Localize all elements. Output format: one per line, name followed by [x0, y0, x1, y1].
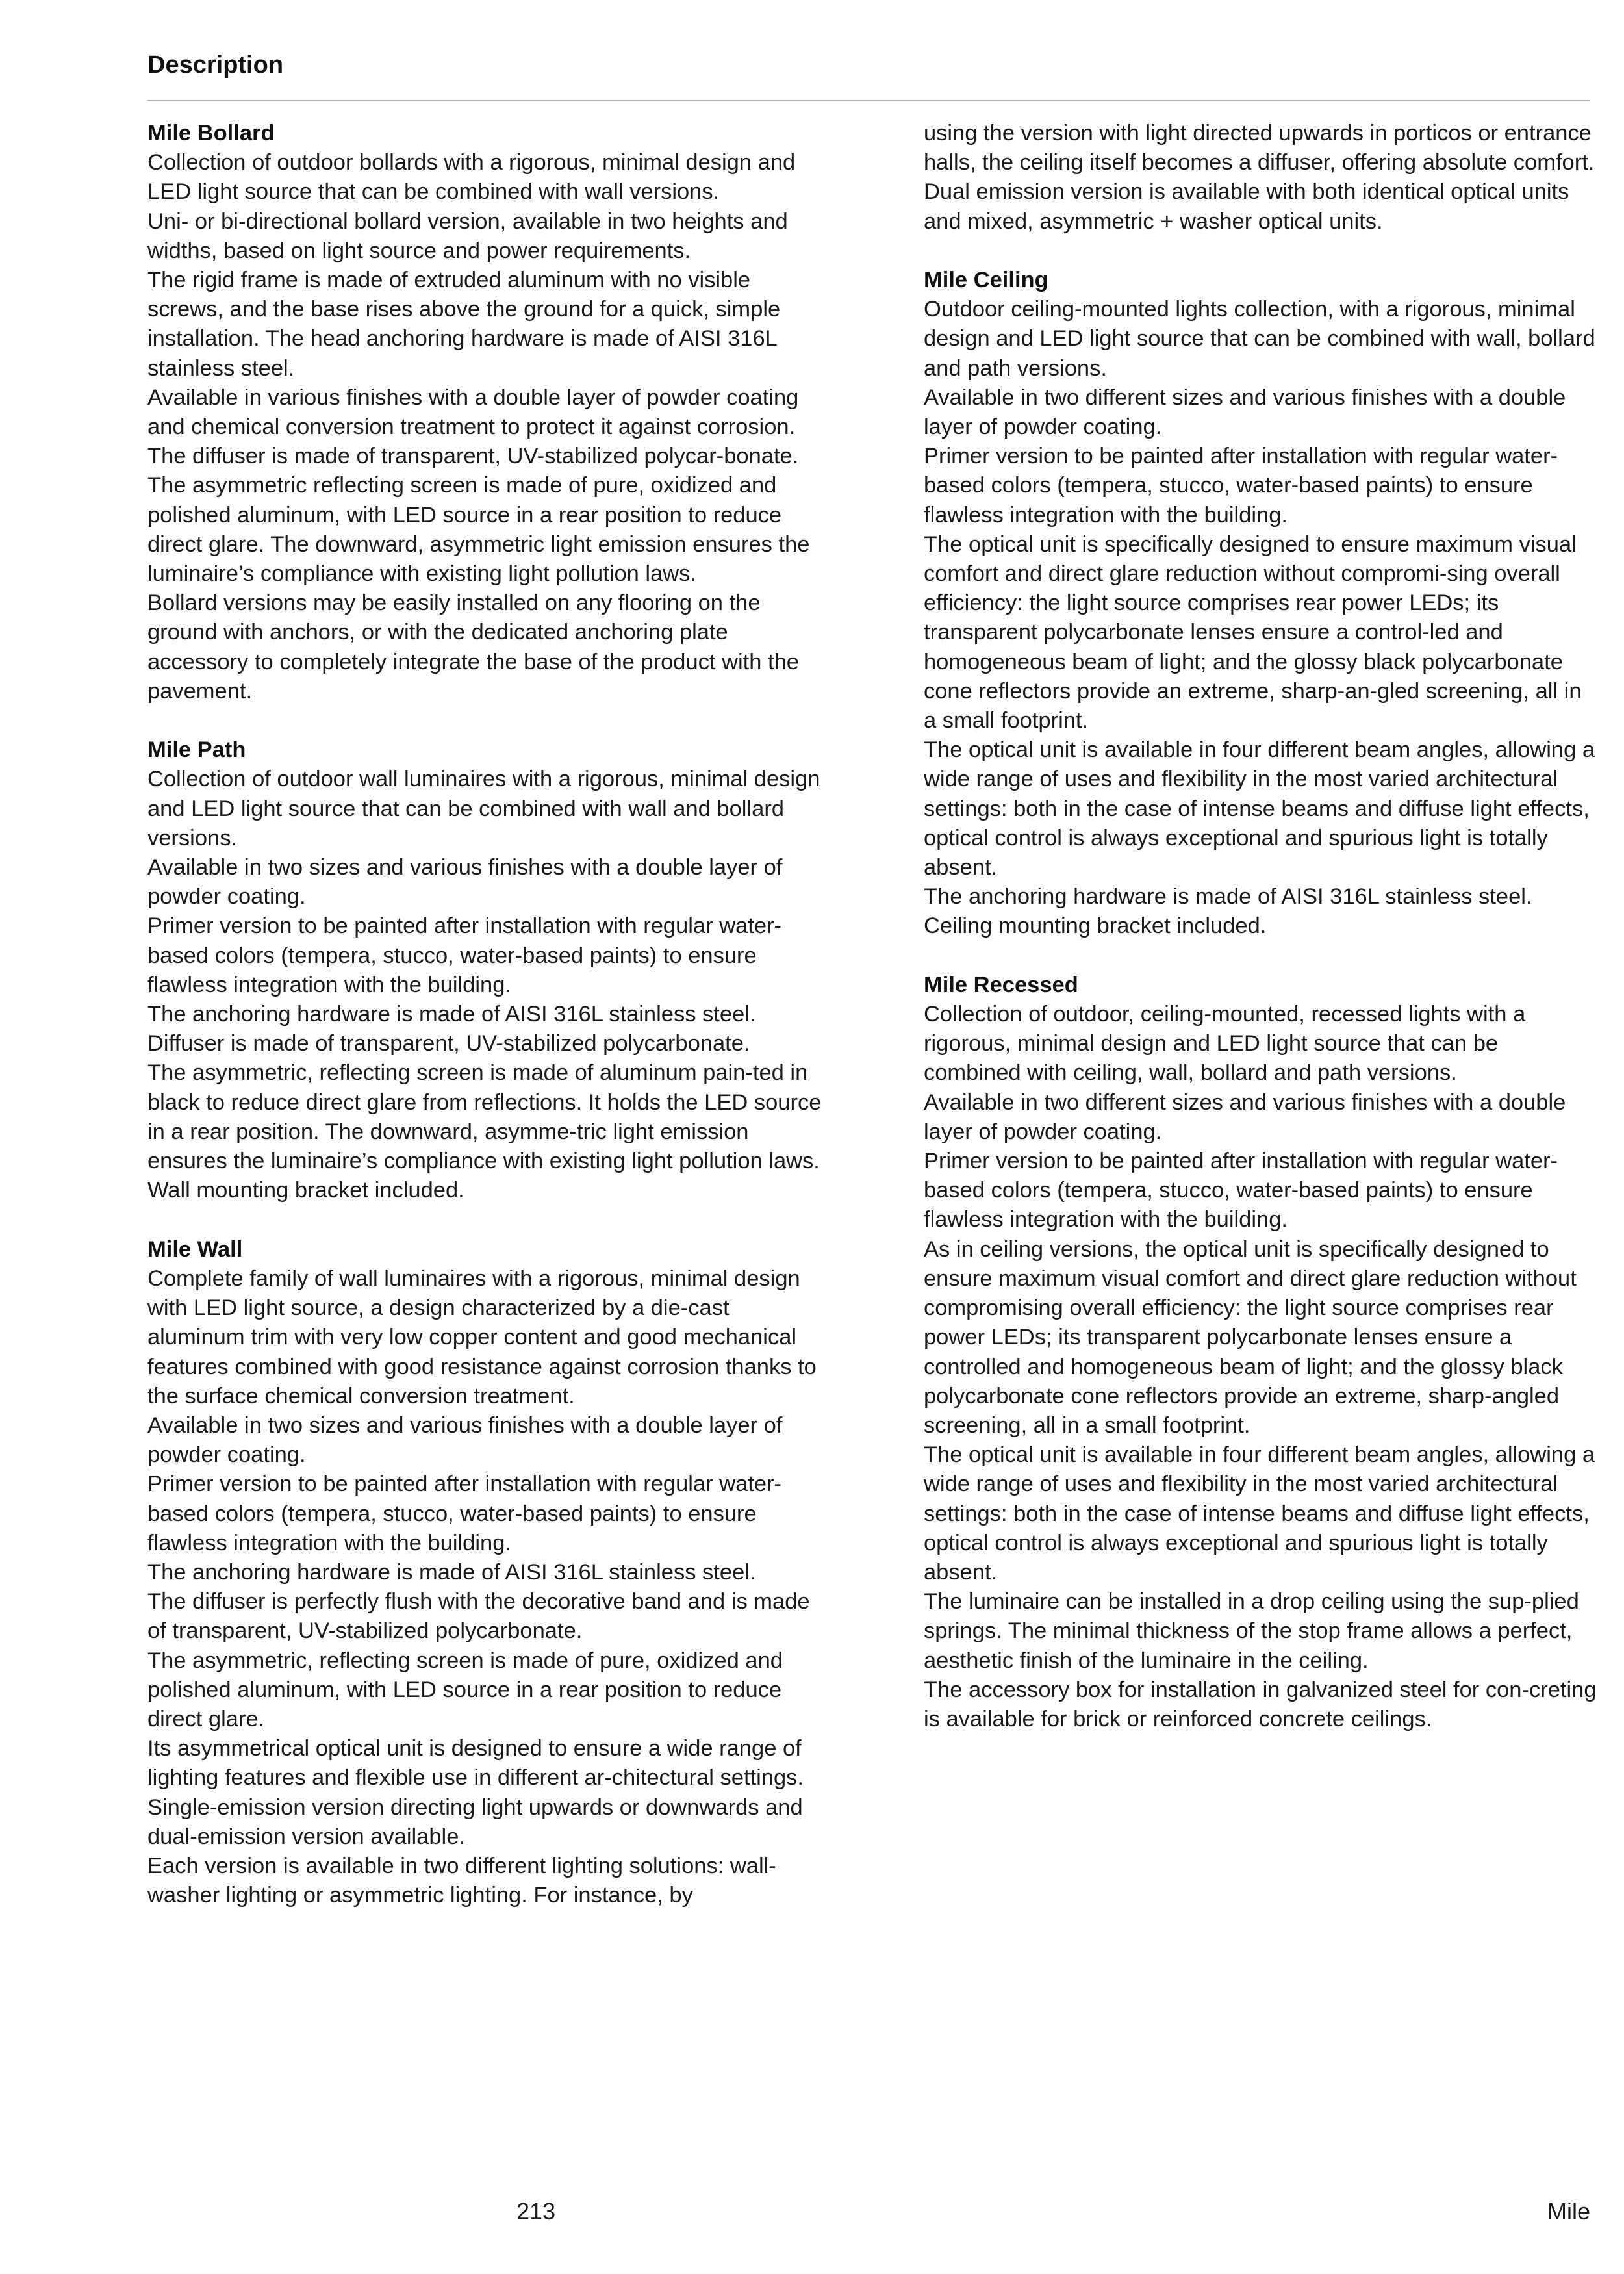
section-mile-bollard	[147, 119, 823, 706]
running-title: Mile	[1547, 2198, 1590, 2225]
right-column	[924, 119, 1599, 1763]
section-heading: Mile Bollard	[147, 121, 275, 146]
section-mile-recessed	[924, 971, 1599, 1734]
section-mile-wall-continued	[924, 119, 1599, 236]
paragraph: Available in two different sizes and various finishes with a double layer of powder coating.	[924, 1090, 1566, 1144]
paragraph: The rigid frame is made of extruded aluminum with no visible screws, and the base rises above the ground for a quick, simple installation. The head anchoring hardware is made of AISI 316L stainless steel.	[147, 268, 781, 381]
paragraph: The optical unit is available in four different beam angles, allowing a wide range of uses and flexibility in the most varied architectural settings: both in the case of intense beams and diffuse light effects, optical control is always exceptional and spurious light is totally absent.	[924, 1442, 1595, 1585]
paragraph: The asymmetric reflecting screen is made of pure, oxidized and polished aluminum, with LED source in a rear position to reduce direct glare. The downward, asymmetric light emission ensures the luminaire’s compliance with existing light pollution laws.	[147, 473, 810, 587]
page-number: 213	[516, 2198, 556, 2225]
paragraph: Each version is available in two different lighting solutions: wall-washer lighting or asymmetric lighting. For instance, by	[147, 1853, 776, 1908]
paragraph: Outdoor ceiling-mounted lights collection, with a rigorous, minimal design and LED light source that can be combined with wall, bollard and path versions.	[924, 297, 1595, 381]
section-mile-wall	[147, 1235, 823, 1911]
section-mile-path	[147, 735, 823, 1205]
paragraph: Primer version to be painted after installation with regular water-based colors (tempera, stucco, water-based paints) to ensure flawless integration with the building.	[147, 1472, 782, 1555]
paragraph: Complete family of wall luminaires with a rigorous, minimal design with LED light source, a design characterized by a die-cast aluminum trim with very low copper content and good mechanical features combined with good resistance against corrosion thanks to the surface chemical conversion treatment.	[147, 1266, 817, 1409]
paragraph: The anchoring hardware is made of AISI 316L stainless steel.	[147, 1002, 756, 1027]
paragraph: The diffuser is made of transparent, UV-stabilized polycar-bonate.	[147, 444, 799, 469]
paragraph: The accessory box for installation in galvanized steel for con-creting is available for brick or reinforced concrete ceilings.	[924, 1677, 1597, 1731]
section-heading: Mile Ceiling	[924, 268, 1048, 292]
section-heading: Mile Wall	[147, 1236, 243, 1262]
paragraph: The anchoring hardware is made of AISI 316L stainless steel.	[147, 1559, 756, 1585]
paragraph: The optical unit is available in four different beam angles, allowing a wide range of uses and flexibility in the most varied architectural settings: both in the case of intense beams and diffuse light effects, optical control is always exceptional and spurious light is totally absent.	[924, 737, 1595, 880]
header-divider	[147, 100, 1590, 101]
paragraph: As in ceiling versions, the optical unit is specifically designed to ensure maximum visual comfort and direct glare reduction without compromising overall efficiency: the light source comprises rear power LEDs; its transparent polycarbonate lenses ensure a controlled and homogeneous beam of light; and the glossy black polycarbonate cone reflectors provide an extreme, sharp-angled screening, all in a small footprint.	[924, 1236, 1577, 1438]
paragraph: Ceiling mounting bracket included.	[924, 913, 1267, 939]
paragraph: The anchoring hardware is made of AISI 316L stainless steel.	[924, 884, 1532, 910]
paragraph: The diffuser is perfectly flush with the decorative band and is made of transparent, UV-stabilized polycarbonate.	[147, 1589, 810, 1644]
paragraph: Diffuser is made of transparent, UV-stabilized polycarbonate.	[147, 1031, 750, 1056]
section-mile-ceiling	[924, 266, 1599, 941]
paragraph: Available in two sizes and various finishes with a double layer of powder coating.	[147, 1412, 783, 1468]
page-title: Description	[147, 51, 284, 79]
paragraph: Its asymmetrical optical unit is designed to ensure a wide range of lighting features and flexible use in different ar-chitectural settings. Single-emission version directing light upwards or downwards and dual-emission version available.	[147, 1736, 804, 1849]
section-heading: Mile Path	[147, 737, 246, 763]
paragraph: Bollard versions may be easily installed on any flooring on the ground with anchors, or with the dedicated anchoring plate accessory to completely integrate the base of the product with the pavement.	[147, 591, 799, 704]
paragraph: The asymmetric, reflecting screen is made of pure, oxidized and polished aluminum, with LED source in a rear position to reduce direct glare.	[147, 1648, 783, 1731]
paragraph: Available in two different sizes and various finishes with a double layer of powder coating.	[924, 385, 1566, 440]
section-heading: Mile Recessed	[924, 972, 1078, 997]
paragraph: Primer version to be painted after installation with regular water-based colors (tempera, stucco, water-based paints) to ensure flawless integration with the building.	[147, 913, 782, 997]
paragraph: Primer version to be painted after installation with regular water-based colors (tempera, stucco, water-based paints) to ensure flawless integration with the building.	[924, 444, 1558, 528]
paragraph: Collection of outdoor, ceiling-mounted, recessed lights with a rigorous, minimal design and LED light source that can be combined with ceiling, wall, bollard and path versions.	[924, 1002, 1526, 1086]
paragraph: Collection of outdoor wall luminaires with a rigorous, minimal design and LED light source that can be combined with wall and bollard versions.	[147, 767, 820, 850]
left-column	[147, 119, 823, 1940]
paragraph: The optical unit is specifically designed to ensure maximum visual comfort and direct glare reduction without compromi-sing overall efficiency: the light source comprises rear power LEDs; its transparent polycarbonate lenses ensure a control-led and homogeneous beam of light; and the glossy black polycarbonate cone reflectors provide an extreme, sharp-an-gled screening, all in a small footprint.	[924, 531, 1582, 734]
paragraph: The asymmetric, reflecting screen is made of aluminum pain-ted in black to reduce direct glare from reflections. It holds the LED source in a rear position. The downward, asymme-tric light emission ensures the luminaire’s compliance with existing light pollution laws. Wall mounting bracket included.	[147, 1060, 822, 1203]
paragraph: Primer version to be painted after installation with regular water-based colors (tempera, stucco, water-based paints) to ensure flawless integration with the building.	[924, 1149, 1558, 1233]
paragraph: Uni- or bi-directional bollard version, available in two heights and widths, based on light source and power requirements.	[147, 209, 788, 263]
paragraph: Collection of outdoor bollards with a rigorous, minimal design and LED light source that can be combined with wall versions.	[147, 150, 796, 205]
paragraph: Available in two sizes and various finishes with a double layer of powder coating.	[147, 855, 783, 910]
paragraph: using the version with light directed upwards in porticos or entrance halls, the ceiling itself becomes a diffuser, offering absolute comfort. Dual emission version is available with both identical optical units and mixed, asymmetric + washer optical units.	[924, 121, 1595, 234]
paragraph: Available in various finishes with a double layer of powder coating and chemical conversion treatment to protect it against corrosion.	[147, 385, 799, 440]
paragraph: The luminaire can be installed in a drop ceiling using the sup-plied springs. The minimal thickness of the stop frame allows a perfect, aesthetic finish of the luminaire in the ceiling.	[924, 1589, 1579, 1673]
